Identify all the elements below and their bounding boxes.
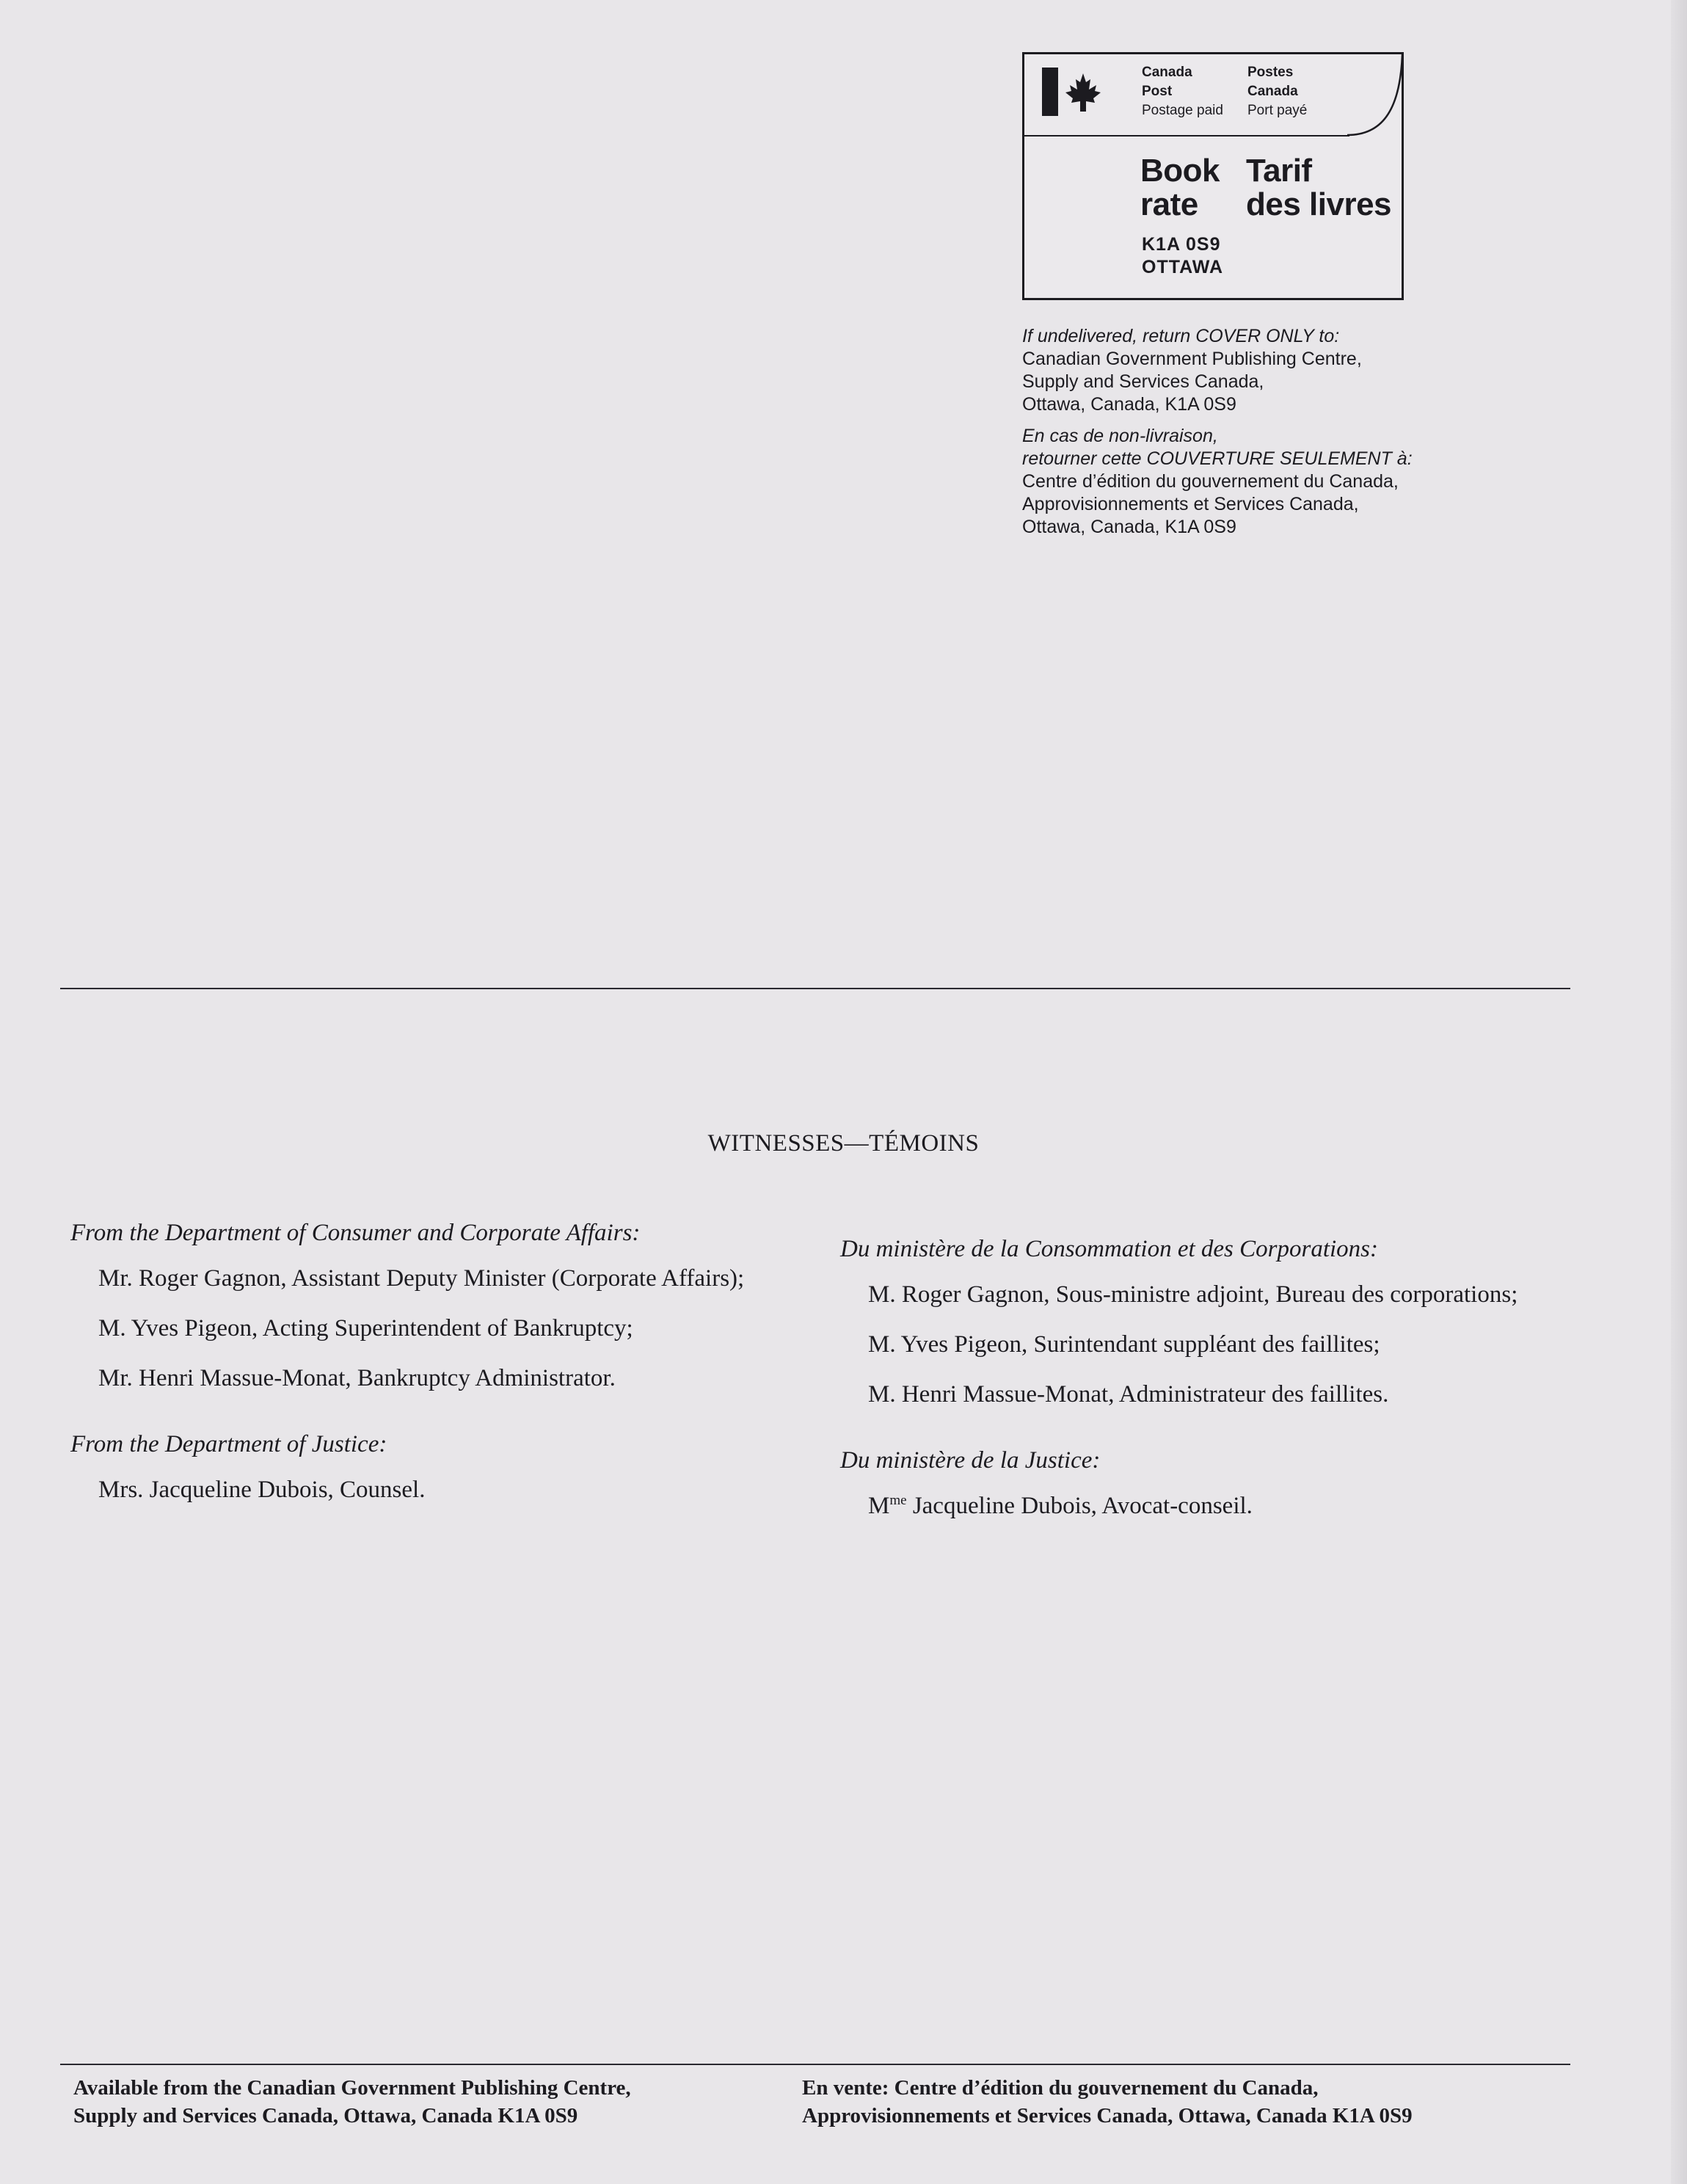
return-fr-line: Ottawa, Canada, K1A 0S9 [1022,517,1236,537]
witnesses-en-column [70,1218,804,1504]
witnesses-fr-column [840,1234,1570,1521]
dept-consumer-affairs-en: From the Department of Consumer and Corporate Affairs: [70,1220,641,1246]
witness-pigeon-fr: M. Yves Pigeon, Surintendant suppléant des faillites; [868,1331,1380,1358]
dept-justice-en: From the Department of Justice: [70,1431,387,1457]
indicia-fr-name-1: Postes [1247,65,1294,80]
footer-divider [60,2064,1570,2065]
witness-gagnon-en: Mr. Roger Gagnon, Assistant Deputy Minister (Corporate Affairs); [98,1265,745,1292]
footer-en-line: Available from the Canadian Government Publishing Centre, [73,2076,631,2100]
return-fr-line: En cas de non-livraison, [1022,426,1218,446]
witness-dubois-fr [840,1491,1570,1521]
postal-indicia [1022,52,1404,300]
page-edge [1671,0,1687,2184]
indicia-des-livres: des livres [1246,186,1392,222]
title-superscript: me [889,1493,907,1508]
footer-en [73,2074,631,2130]
return-address [1022,325,1477,539]
return-fr-line: Approvisionnements et Services Canada, [1022,494,1359,514]
witness-massue-monat-en: Mr. Henri Massue-Monat, Bankruptcy Administrator. [98,1365,616,1391]
return-en-line: If undelivered, return COVER ONLY to: [1022,326,1340,346]
indicia-fr-postage: Port payé [1247,103,1308,118]
indicia-postal-code: K1A 0S9 [1142,234,1221,255]
indicia-en-name-1: Canada [1142,65,1192,80]
indicia-rate: rate [1140,186,1198,222]
canada-flag-icon [1042,68,1108,116]
footer-en-line: Supply and Services Canada, Ottawa, Canada K1A 0S9 [73,2104,578,2127]
return-en-line: Canadian Government Publishing Centre, [1022,349,1362,369]
section-divider [60,988,1570,989]
indicia-curve [1347,54,1404,136]
dept-consumer-affairs-fr: Du ministère de la Consommation et des Corporations: [840,1236,1379,1262]
dept-justice-fr: Du ministère de la Justice: [840,1447,1101,1474]
witnesses-title: WITNESSES—TÉMOINS [707,1130,980,1157]
witness-gagnon-fr: M. Roger Gagnon, Sous-ministre adjoint, Bureau des corporations; [868,1281,1518,1308]
indicia-fr-name-2: Canada [1247,84,1298,99]
return-fr-line: retourner cette COUVERTURE SEULEMENT à: [1022,448,1413,469]
witness-dubois-en: Mrs. Jacqueline Dubois, Counsel. [98,1477,426,1503]
indicia-book: Book [1140,153,1220,189]
indicia-en-postage: Postage paid [1142,103,1223,118]
witness-pigeon-en: M. Yves Pigeon, Acting Superintendent of Bankruptcy; [98,1315,633,1342]
title-prefix: M [868,1493,890,1519]
indicia-city: OTTAWA [1142,257,1224,277]
return-en-line: Ottawa, Canada, K1A 0S9 [1022,394,1236,415]
footer-fr-line: En vente: Centre d’édition du gouvernement du Canada, [802,2076,1319,2100]
bleed-through-left [60,183,794,1013]
footer-fr-line: Approvisionnements et Services Canada, Ottawa, Canada K1A 0S9 [802,2104,1413,2127]
indicia-en-name-2: Post [1142,84,1173,99]
return-en-line: Supply and Services Canada, [1022,371,1264,392]
indicia-divider [1024,135,1349,136]
footer-fr [802,2074,1413,2130]
witness-massue-monat-fr: M. Henri Massue-Monat, Administrateur des faillites. [868,1381,1389,1408]
indicia-tarif: Tarif [1246,153,1312,189]
return-fr-line: Centre d’édition du gouvernement du Canada, [1022,471,1399,492]
witness-dubois-fr-name: Jacqueline Dubois, Avocat-conseil. [906,1493,1253,1519]
